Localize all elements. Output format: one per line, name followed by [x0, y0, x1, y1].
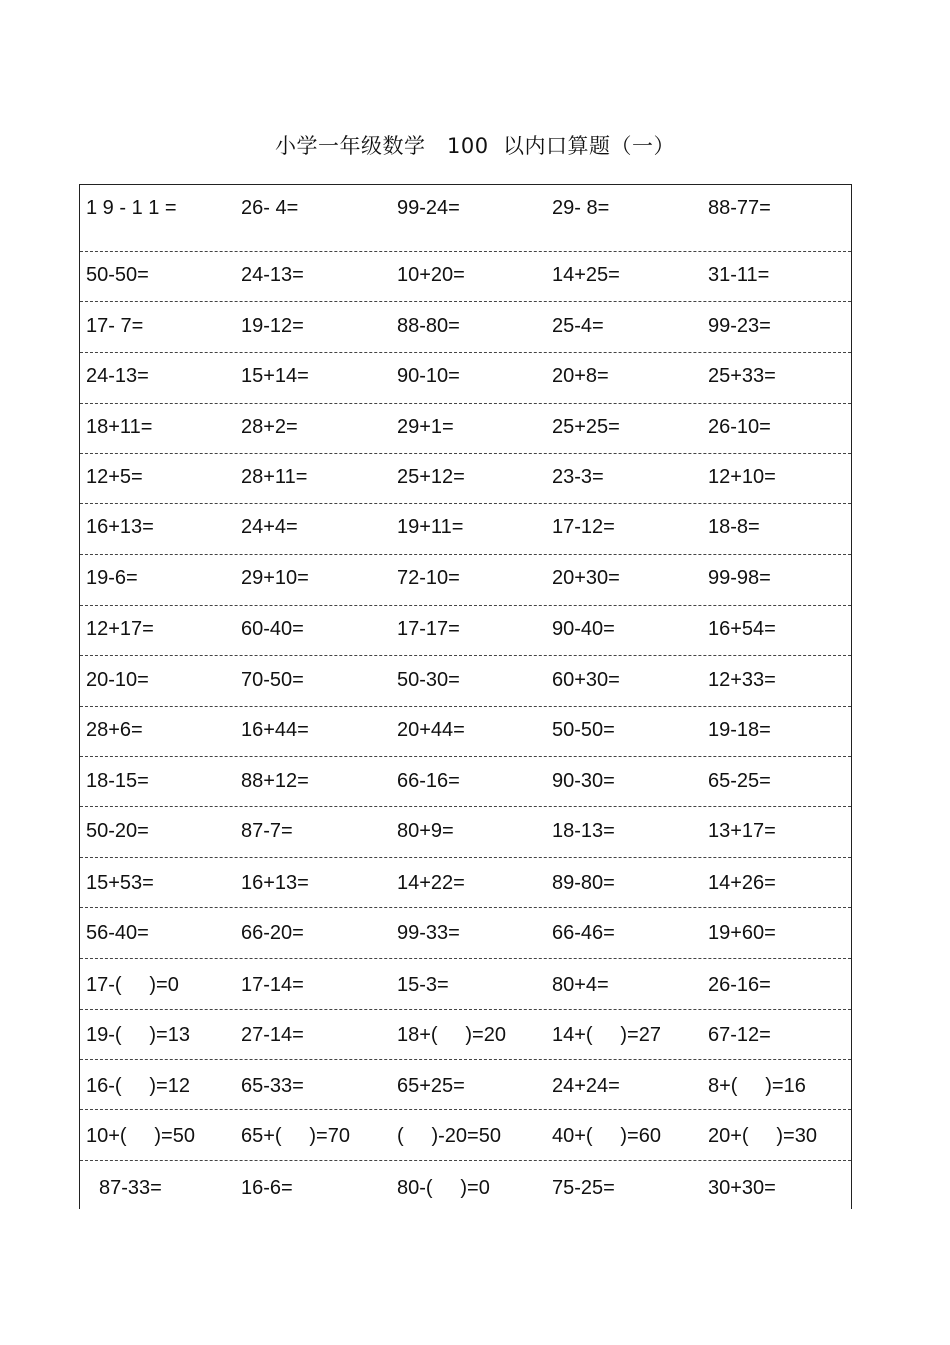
problem-cell-col-4: 20+30= [552, 567, 620, 589]
problem-cell-col-1: 20-10= [86, 669, 149, 691]
problem-cell-col-2: 65-33= [241, 1075, 304, 1097]
problem-cell-col-4: 90-40= [552, 618, 615, 640]
problem-cell-col-2: 17-14= [241, 974, 304, 996]
problem-cell-col-3: 66-16= [397, 770, 460, 792]
problem-cell-col-2: 70-50= [241, 669, 304, 691]
problem-cell-col-4: 75-25= [552, 1177, 615, 1199]
problem-cell-col-2: 66-20= [241, 922, 304, 944]
problem-cell-col-3: 19+11= [397, 516, 464, 538]
problem-cell-col-3: 10+20= [397, 264, 465, 286]
problem-cell-col-5: 13+17= [708, 820, 776, 842]
problem-cell-col-1: 15+53= [86, 872, 154, 894]
problem-cell-col-5: 99-23= [708, 315, 771, 337]
problem-cell-col-3: 99-24= [397, 197, 460, 219]
problem-cell-col-1: 19-( )=13 [86, 1024, 190, 1046]
problem-cell-col-5: 65-25= [708, 770, 771, 792]
problem-cell-col-2: 24+4= [241, 516, 298, 538]
problem-cell-col-2: 27-14= [241, 1024, 304, 1046]
problem-cell-col-4: 25+25= [552, 416, 620, 438]
problem-cell-col-2: 87-7= [241, 820, 293, 842]
problem-cell-col-2: 15+14= [241, 365, 309, 387]
problem-cell-col-3: 29+1= [397, 416, 454, 438]
problem-cell-col-3: 14+22= [397, 872, 465, 894]
problem-cell-col-1: 17- 7= [86, 315, 144, 337]
arithmetic-problem-table [79, 184, 852, 1209]
problem-cell-col-1: 18-15= [86, 770, 149, 792]
problem-cell-col-5: 14+26= [708, 872, 776, 894]
problem-cell-col-5: 26-10= [708, 416, 771, 438]
problem-cell-col-3: ( )-20=50 [397, 1125, 501, 1147]
problem-cell-col-1: 16+13= [86, 516, 154, 538]
problem-cell-col-5: 18-8= [708, 516, 760, 538]
problem-cell-col-2: 65+( )=70 [241, 1125, 350, 1147]
problem-cell-col-4: 66-46= [552, 922, 615, 944]
problem-cell-col-1: 16-( )=12 [86, 1075, 190, 1097]
problem-cell-col-3: 17-17= [397, 618, 460, 640]
problem-cell-col-2: 16+13= [241, 872, 309, 894]
problem-cell-col-4: 24+24= [552, 1075, 620, 1097]
problem-cell-col-4: 14+( )=27 [552, 1024, 661, 1046]
problem-cell-col-5: 12+10= [708, 466, 776, 488]
problem-cell-col-1: 56-40= [86, 922, 149, 944]
problem-cell-col-1: 1 9 - 1 1 = [86, 197, 177, 219]
problem-cell-col-3: 18+( )=20 [397, 1024, 506, 1046]
problem-cell-col-2: 28+11= [241, 466, 308, 488]
problem-cell-col-1: 28+6= [86, 719, 143, 741]
problem-cell-col-2: 60-40= [241, 618, 304, 640]
problem-cell-col-2: 16+44= [241, 719, 309, 741]
problem-cell-col-5: 26-16= [708, 974, 771, 996]
problem-cell-col-3: 72-10= [397, 567, 460, 589]
problem-cell-col-4: 18-13= [552, 820, 615, 842]
problem-cell-col-5: 12+33= [708, 669, 776, 691]
problem-cell-col-1: 87-33= [99, 1177, 162, 1199]
problem-cell-col-4: 25-4= [552, 315, 604, 337]
problem-cell-col-2: 29+10= [241, 567, 309, 589]
problem-cell-col-2: 19-12= [241, 315, 304, 337]
problem-cell-col-3: 50-30= [397, 669, 460, 691]
problem-cell-col-5: 30+30= [708, 1177, 776, 1199]
problem-cell-col-3: 99-33= [397, 922, 460, 944]
problem-cell-col-3: 88-80= [397, 315, 460, 337]
problem-cell-col-5: 20+( )=30 [708, 1125, 817, 1147]
problem-cell-col-5: 99-98= [708, 567, 771, 589]
problem-cell-col-4: 89-80= [552, 872, 615, 894]
problem-cell-col-1: 12+5= [86, 466, 143, 488]
page-title: 小学一年级数学 100 以内口算题（一） [275, 134, 675, 158]
problem-cell-col-5: 19+60= [708, 922, 776, 944]
problem-cell-col-4: 23-3= [552, 466, 604, 488]
problem-cell-col-5: 19-18= [708, 719, 771, 741]
problem-cell-col-5: 16+54= [708, 618, 776, 640]
problem-cell-col-1: 18+11= [86, 416, 153, 438]
problem-cell-col-1: 50-50= [86, 264, 149, 286]
problem-cell-col-1: 24-13= [86, 365, 149, 387]
problem-cell-col-2: 16-6= [241, 1177, 293, 1199]
problem-cell-col-3: 90-10= [397, 365, 460, 387]
problem-cell-col-4: 90-30= [552, 770, 615, 792]
problem-cell-col-1: 50-20= [86, 820, 149, 842]
problem-cell-col-1: 10+( )=50 [86, 1125, 195, 1147]
problem-cell-col-3: 80-( )=0 [397, 1177, 490, 1199]
problem-cell-col-1: 12+17= [86, 618, 154, 640]
problem-cell-col-1: 17-( )=0 [86, 974, 179, 996]
problem-cell-col-2: 24-13= [241, 264, 304, 286]
problem-cell-col-4: 40+( )=60 [552, 1125, 661, 1147]
problem-cell-col-3: 80+9= [397, 820, 454, 842]
problem-cell-col-3: 15-3= [397, 974, 449, 996]
problem-cell-col-5: 8+( )=16 [708, 1075, 806, 1097]
problem-cell-col-5: 67-12= [708, 1024, 771, 1046]
problem-cell-col-4: 80+4= [552, 974, 609, 996]
problem-cell-col-4: 17-12= [552, 516, 615, 538]
problem-cell-col-2: 28+2= [241, 416, 298, 438]
problem-cell-col-5: 31-11= [708, 264, 770, 286]
problem-cell-col-2: 26- 4= [241, 197, 299, 219]
problem-cell-col-4: 50-50= [552, 719, 615, 741]
problem-cell-col-5: 25+33= [708, 365, 776, 387]
problem-cell-col-4: 20+8= [552, 365, 609, 387]
problem-cell-col-3: 65+25= [397, 1075, 465, 1097]
problem-cell-col-3: 25+12= [397, 466, 465, 488]
problem-cell-col-4: 29- 8= [552, 197, 610, 219]
problem-cell-col-1: 19-6= [86, 567, 138, 589]
problem-cell-col-5: 88-77= [708, 197, 771, 219]
problem-cell-col-3: 20+44= [397, 719, 465, 741]
problem-cell-col-2: 88+12= [241, 770, 309, 792]
problem-cell-col-4: 14+25= [552, 264, 620, 286]
problem-cell-col-4: 60+30= [552, 669, 620, 691]
